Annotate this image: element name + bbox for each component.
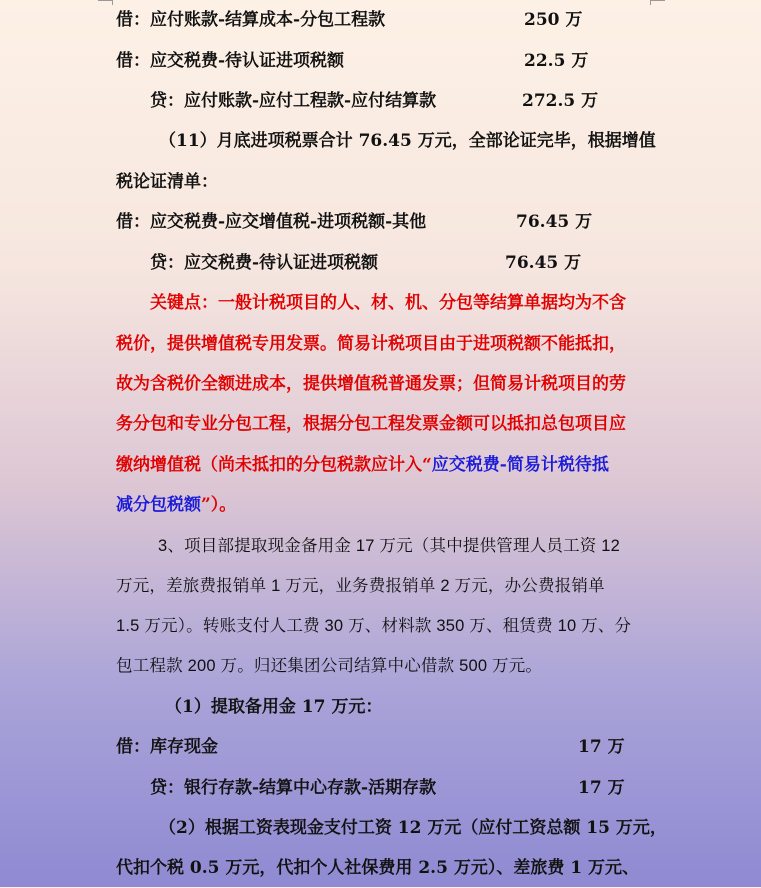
key-point-line: [0, 485, 761, 525]
paragraph-line: [0, 848, 761, 888]
journal-entry-debit-2: [0, 41, 761, 81]
journal-entry-credit-3: [0, 768, 761, 808]
journal-entry-debit-1: [0, 0, 761, 40]
journal-entry-credit-2: [0, 243, 761, 283]
entry-account: 贷：应交税费-待认证进项税额: [150, 253, 379, 273]
paragraph-text: （11）月底进项税票合计 76.45 万元，全部论证完毕，根据增值: [159, 131, 656, 151]
key-point-line: [0, 324, 761, 364]
paragraph-line: [0, 566, 761, 606]
paragraph-text: 包工程款 200 万。归还集团公司结算中心借款 500 万元。: [116, 657, 543, 675]
paragraph-text: 1.5 万元）。转账支付人工费 30 万、材料款 350 万、租赁费 10 万、分: [116, 617, 632, 635]
entry-account: 贷：应付账款-应付工程款-应付结算款: [150, 91, 437, 111]
key-point-line: [0, 283, 761, 323]
key-point-line: [0, 404, 761, 444]
paragraph-text: 税论证清单：: [116, 172, 218, 192]
key-point-text: 故为含税价全额进成本，提供增值税普通发票；但简易计税项目的劳: [116, 374, 626, 394]
entry-account: 贷：银行存款-结算中心存款-活期存款: [150, 778, 437, 798]
paragraph-text: 3、项目部提取现金备用金 17 万元（其中提供管理人员工资 12: [158, 537, 621, 555]
key-point-line: [0, 364, 761, 404]
entry-account: 借：应付账款-结算成本-分包工程款: [116, 10, 386, 30]
key-point-text: 务分包和专业分包工程，根据分包工程发票金额可以抵扣总包项目应: [116, 414, 626, 434]
paragraph-line: [0, 121, 761, 161]
key-point-text: 税价，提供增值税专用发票。简易计税项目由于进项税额不能抵扣，: [116, 334, 626, 354]
account-name-highlight: 应交税费-简易计税待抵: [431, 455, 609, 475]
entry-amount: 76.45 万: [505, 253, 582, 273]
journal-entry-debit-4: [0, 727, 761, 767]
paragraph-line: [0, 526, 761, 566]
entry-amount: 22.5 万: [524, 51, 589, 71]
key-point-text: 关键点：一般计税项目的人、材、机、分包等结算单据均为不含: [150, 293, 626, 313]
paragraph-line: [0, 162, 761, 202]
entry-account: 借：应交税费-应交增值税-进项税额-其他: [116, 212, 427, 232]
account-name-highlight: 减分包税额: [116, 495, 201, 515]
entry-account: 借：库存现金: [116, 737, 218, 757]
journal-entry-credit-1: [0, 81, 761, 121]
paragraph-line: [0, 687, 761, 727]
key-point-text: 缴纳增值税（尚未抵扣的分包税款应计入“: [116, 455, 432, 475]
entry-amount: 17 万: [578, 778, 625, 798]
entry-amount: 250 万: [524, 10, 583, 30]
key-point-text: ”）。: [201, 495, 237, 515]
paragraph-text: 万元，差旅费报销单 1 万元，业务费报销单 2 万元，办公费报销单: [116, 577, 605, 595]
key-point-line: [0, 445, 761, 485]
entry-amount: 76.45 万: [516, 212, 593, 232]
paragraph-text: （2）根据工资表现金支付工资 12 万元（应付工资总额 15 万元，: [159, 818, 667, 838]
journal-entry-debit-3: [0, 202, 761, 242]
entry-account: 借：应交税费-待认证进项税额: [116, 51, 345, 71]
entry-amount: 17 万: [578, 737, 625, 757]
paragraph-line: [0, 606, 761, 646]
paragraph-text: 代扣个税 0.5 万元，代扣个人社保费用 2.5 万元）、差旅费 1 万元、: [116, 858, 639, 878]
paragraph-line: [0, 808, 761, 848]
paragraph-text: （1）提取备用金 17 万元：: [165, 697, 383, 717]
paragraph-line: [0, 646, 761, 686]
entry-amount: 272.5 万: [522, 91, 599, 111]
